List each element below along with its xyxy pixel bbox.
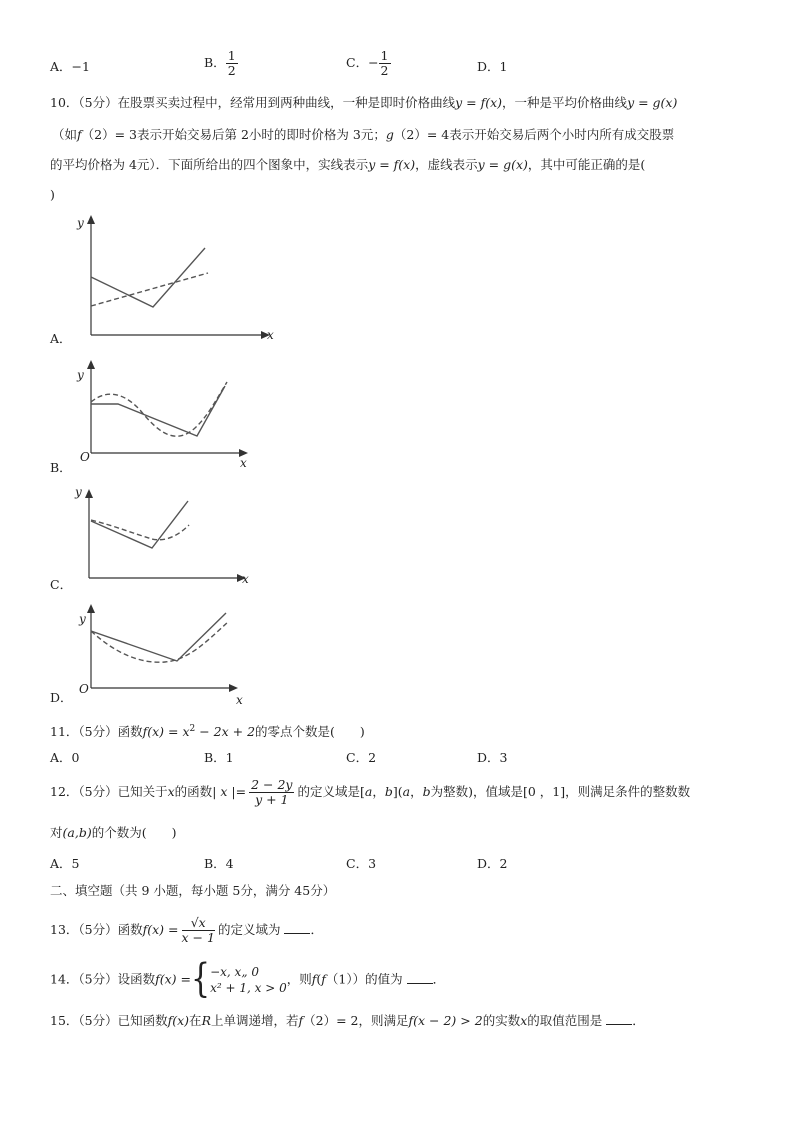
q12-option-a: A．5: [50, 856, 80, 871]
text: （2）= 2，则满足: [303, 1013, 409, 1028]
formula: − 2x + 2: [195, 724, 256, 740]
fraction-denominator: y + 1: [255, 792, 289, 807]
q11-option-b: B．1: [204, 750, 234, 765]
text: 的函数: [174, 784, 213, 799]
text: （2）= 3表示开始交易后第 2小时的即时价格为 3元；: [81, 127, 386, 142]
text: 15．（5分）已知函数: [50, 1013, 168, 1028]
piecewise-cases: [210, 964, 287, 996]
q12-stem: [50, 778, 690, 807]
formula: f(x) =: [155, 971, 191, 987]
origin-label: O: [79, 682, 89, 696]
text: 13．（5分）函数: [50, 922, 143, 937]
x-axis-label: x: [236, 693, 243, 707]
q9-option-d: D．1: [477, 59, 508, 74]
formula-exponent: 2: [189, 724, 196, 734]
y-axis-arrow-icon: [87, 215, 95, 224]
formula: f: [298, 1013, 304, 1028]
x-axis-label: x: [240, 456, 247, 470]
text: 10．（5分）在股票买卖过程中，经常用到两种曲线，一种是即时价格曲线: [50, 95, 456, 110]
text: (: [316, 971, 322, 987]
dashed-curve-g: [91, 622, 228, 662]
formula: y = g(x): [627, 95, 678, 110]
y-axis-label: y: [77, 368, 84, 382]
formula: x: [520, 1013, 528, 1028]
text: 的定义域是[: [297, 784, 365, 799]
formula: R: [201, 1013, 211, 1028]
formula: b: [384, 784, 393, 799]
text: 的零点个数是( ): [255, 724, 365, 740]
text: 的实数: [482, 1013, 521, 1028]
q14-stem: 14．（5分）设函数f(x) ={ −x, x„ 0 x² + 1, x > 0 ，则f(f（1））的值为 ．: [50, 956, 446, 1003]
q11-option-c: C．2: [346, 750, 377, 765]
text: 在: [189, 1013, 202, 1028]
formula: a: [364, 784, 373, 799]
text: 14．（5分）设函数: [50, 971, 156, 987]
text: ，虚线表示: [415, 157, 478, 172]
formula: a: [402, 784, 411, 799]
y-axis-label: y: [77, 216, 84, 230]
formula: y = f(x): [368, 157, 416, 172]
origin-label: O: [80, 450, 90, 464]
fraction-numerator: 2 − 2y: [251, 777, 293, 792]
text: ](: [392, 784, 403, 799]
text: 的定义域为: [217, 922, 281, 937]
formula: x: [167, 784, 175, 799]
q11-option-d: D．3: [477, 750, 508, 765]
fraction-numerator: √x: [182, 916, 215, 931]
text: ，: [372, 784, 385, 799]
dashed-curve-g: [91, 382, 227, 436]
fraction-denominator: x − 1: [181, 930, 215, 945]
text: ，: [410, 784, 423, 799]
q11-option-a: A．0: [50, 750, 80, 765]
dashed-curve-g: [91, 273, 208, 306]
solid-curve-f: [91, 613, 226, 661]
q10-graph-d-label: D．: [50, 690, 73, 705]
q12-line-2: [50, 824, 176, 842]
answer-blank[interactable]: [407, 971, 433, 984]
q9-option-a: A．−1: [50, 59, 90, 74]
text: ，其中可能正确的是(: [527, 157, 646, 172]
formula: f(x) =: [142, 922, 179, 937]
fraction-denominator: 2: [227, 63, 236, 78]
formula: b: [422, 784, 431, 799]
q15-stem: 15．（5分）已知函数f(x)在R上单调递增，若f（2）= 2，则满足f(x − 2) > 2的实数x的取值范围是 ．: [50, 1013, 645, 1028]
text: 的取值范围是: [527, 1013, 603, 1028]
q12-option-c: C．3: [346, 856, 377, 871]
q9-option-b-prefix: B．: [204, 55, 226, 70]
formula: y = g(x): [477, 157, 528, 172]
q10-graph-a-label: A．: [50, 331, 72, 346]
formula: | x |=: [212, 784, 247, 799]
y-axis-label: y: [75, 485, 82, 499]
text: 11．（5分）函数: [50, 724, 143, 740]
dashed-curve-g: [91, 520, 189, 540]
q12-option-b: B．4: [204, 856, 234, 871]
q10-graph-b: [60, 358, 290, 473]
formula: f(x): [167, 1013, 190, 1028]
solid-curve-f: [91, 501, 188, 548]
formula: f: [321, 971, 326, 987]
q9-option-b-fraction: [226, 49, 238, 78]
formula: f: [311, 971, 317, 987]
y-axis-arrow-icon: [87, 360, 95, 369]
answer-blank[interactable]: [284, 921, 310, 934]
q10-line-3: [50, 156, 645, 174]
q10-graph-d: [60, 598, 290, 707]
formula: f(x) = x: [142, 724, 190, 740]
q10-line-1: [50, 94, 677, 112]
text: 的个数为( ): [91, 825, 177, 840]
solid-curve-f: [91, 248, 205, 307]
q10-graph-c: [60, 484, 290, 589]
text: 12．（5分）已知关于: [50, 784, 168, 799]
text: ，一种是平均价格曲线: [502, 95, 628, 110]
text: （如: [52, 127, 78, 142]
text: 对: [50, 825, 63, 840]
y-axis-arrow-icon: [85, 489, 93, 498]
case-2: x² + 1, x > 0: [210, 981, 287, 995]
text: （1））的值为: [325, 971, 403, 987]
q9-option-b: [204, 49, 238, 78]
fraction-numerator: 1: [227, 48, 236, 63]
case-1: −x, x„ 0: [210, 965, 259, 979]
left-brace-icon: {: [191, 956, 211, 1003]
x-axis-label: x: [242, 572, 249, 586]
text: 为整数)，值域是[0 ，1]，则满足条件的整数数: [430, 784, 691, 799]
q10-graph-b-label: B．: [50, 460, 72, 475]
q12-fraction: [249, 778, 294, 807]
q9-option-c-fraction: [379, 49, 391, 78]
answer-blank[interactable]: [606, 1012, 632, 1025]
q9-option-c: [346, 49, 391, 78]
fraction-numerator: 1: [380, 48, 389, 63]
text: ，则: [286, 971, 312, 987]
formula: (a,b): [62, 825, 92, 840]
q13-stem: 13．（5分）函数f(x) = $\frac{√x}{x - 1}$ 的定义域为 ．: [50, 915, 323, 945]
formula: f(x − 2) > 2: [408, 1013, 483, 1028]
q12-option-d: D．2: [477, 856, 508, 871]
formula: f: [77, 127, 82, 142]
y-axis-label: y: [79, 612, 86, 626]
q13-fraction: [182, 916, 215, 945]
x-axis-arrow-icon: [229, 684, 238, 692]
y-axis-arrow-icon: [87, 604, 95, 613]
q9-option-c-prefix: C．−: [346, 55, 379, 70]
formula: g: [385, 127, 394, 142]
q10-line-4: ): [50, 187, 55, 202]
q10-graph-a: [60, 205, 290, 345]
text: （2）= 4表示开始交易后两个小时内所有成交股票: [393, 127, 675, 142]
q10-line-2: [52, 126, 674, 144]
text: 上单调递增，若: [210, 1013, 299, 1028]
section-2-heading: 二、填空题（共 9 小题，每小题 5分，满分 45分）: [50, 883, 336, 898]
q10-graph-c-label: C．: [50, 577, 73, 592]
q11-stem: [50, 720, 365, 741]
text: 的平均价格为 4元）．下面所给出的四个图象中，实线表示: [50, 157, 369, 172]
fraction-denominator: 2: [380, 63, 389, 78]
formula: y = f(x): [455, 95, 503, 110]
x-axis-label: x: [267, 328, 274, 342]
